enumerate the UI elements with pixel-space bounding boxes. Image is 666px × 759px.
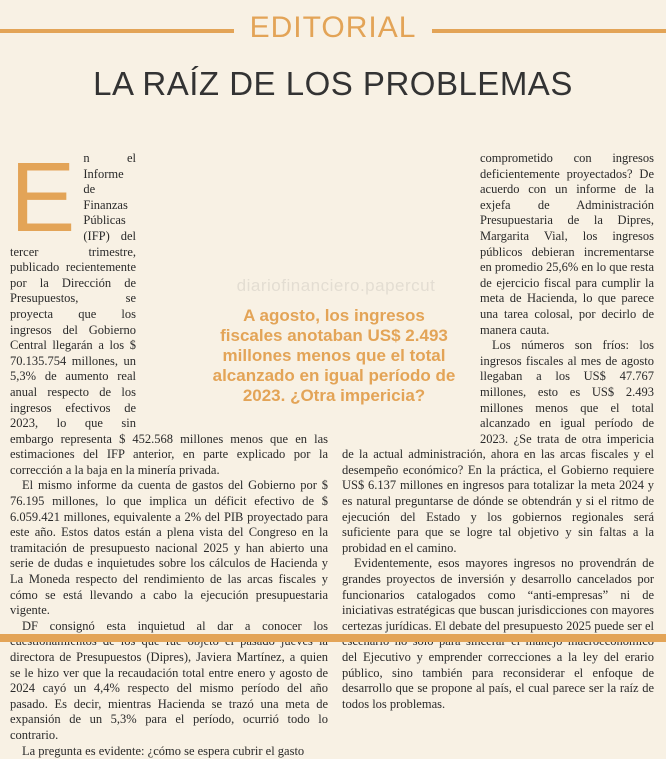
pull-quote: A agosto, los ingresos fiscales anotaban US$ 2.493 millones menos que el total alcanzado en igual período de 2023. ¿Otra impericia? <box>208 302 460 410</box>
paragraph-6: Los números son fríos: los ingresos fiscales al mes de agosto llegaban a los US$ 47.767 millones, esto es US$ 2.493 millones menos que el total alcanzado en igual período de 2023. ¿Se trata de otra impericia de la actual administración, ahora en las arcas fiscales y el desempeño económico? En la práctica, el Gobierno requiere US$ 6.137 millones en ingresos para totalizar la meta 2024 y es natural preguntarse de dónde se obtendrán y si el ritmo de ejecución del Estado y los gobiernos regionales será suficiente para que se logre tal objetivo y sin faltas a la probidad en el camino. <box>342 338 654 555</box>
paragraph-1: n el Informe de Finanzas Públicas (IFP) del tercer trimestre, publicado recientemente por la Dirección de Presupuestos, se proyecta que los ingresos del Gobierno Central llegarán a los $ 70.135.754 millones, un 5,3% de aumento real anual respecto de los ingresos efectivos de 2023, lo que sin embargo representa $ 452.568 millones menos que en las estimaciones del IFP anterior, en parte explicado por la corrección a la baja en la minería privada. <box>10 151 328 477</box>
paragraph-7: Evidentemente, esos mayores ingresos no provendrán de grandes proyectos de inversión y desarrollo cancelados por funcionarios catalogados como “anti-empresas” ni de iniciativas estratégicas que buscan jurisdicciones con mayores certezas jurídicas. El debate del presupuesto 2025 puede ser el del Ejecutivo y emprender correcciones a la ley del erario público, sino también para reconsiderar el enfoque de desarrollo que se propone al país, el cual parece ser la raíz de todos los problemas. <box>342 556 654 711</box>
column-left <box>10 142 328 759</box>
paragraph-5: comprometido con ingresos deficientemente proyectados? De acuerdo con un informe de la exjefa de Administración Presupuestaria de la Dipres, Margarita Vial, los ingresos públicos debieran incrementarse en promedio 25,6% en lo que resta de ejercicio fiscal para cumplir la meta de Hacienda, lo que parece una tarea colosal, por decirlo de manera cauta. <box>480 151 654 337</box>
bottom-rule <box>0 634 666 642</box>
watermark: diariofinanciero.papercut <box>236 276 436 295</box>
paragraph-2: El mismo informe da cuenta de gastos del Gobierno por $ 76.195 millones, lo que implica un déficit efectivo de $ 6.059.421 millones, equivalente a 2% del PIB proyectado para este año. Estos datos están a plena vista del Congreso en la tramitación de presupuesto nacional 2025 y han abierto una serie de dudas e inquietudes sobre los cálculos de Hacienda y La Moneda respecto del rendimiento de las arcas fiscales y cómo se está llevando a cabo la ejecución presupuestaria vigente. <box>10 478 328 618</box>
paragraph-4: La pregunta es evidente: ¿cómo se espera cubrir el gasto <box>22 743 305 758</box>
paragraph-3: DF consignó esta inquietud al dar a conocer los directora de Presupuestos (Dipres), Javiera Martínez, a quien se le hizo ver que la recaudación total entre enero y agosto de 2024 cayó un 4,4% respecto del mismo período del año pasado. Es decir, mientras Hacienda se trazó una meta de expansión de un 5,3% para el período, ocurrió todo lo contrario. <box>10 618 328 742</box>
section-header <box>0 10 666 46</box>
column-right <box>342 151 654 712</box>
drop-cap: E <box>10 142 76 252</box>
headline: LA RAÍZ DE LOS PROBLEMAS <box>93 65 573 102</box>
section-label: EDITORIAL <box>234 10 433 46</box>
